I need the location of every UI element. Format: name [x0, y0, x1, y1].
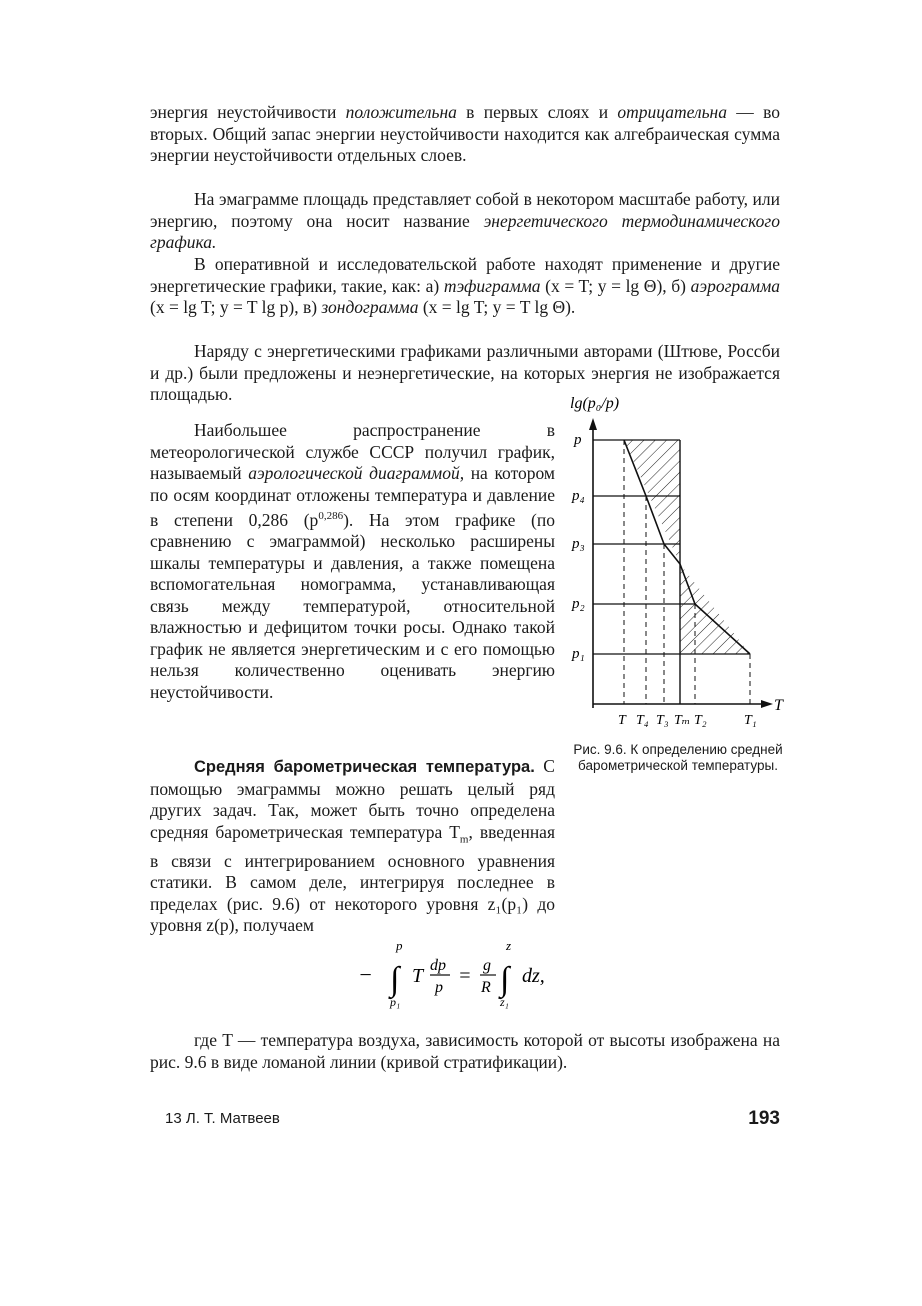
italic-term: аэрологической диаграммой,	[248, 463, 465, 483]
text: (x = lg T; y = T lg p), в)	[150, 297, 322, 317]
italic-term: тэфиграмма	[443, 275, 541, 296]
figure-9-6	[560, 388, 800, 728]
integral-sign-left: ∫	[390, 961, 400, 998]
x-mark-T: T	[618, 713, 626, 728]
lower-limit-right: z₁	[500, 995, 509, 1009]
subscript: m	[459, 833, 469, 845]
minus-sign: −	[358, 962, 373, 987]
dz-term: dz,	[522, 965, 545, 987]
x-mark-T1: T₁	[744, 713, 757, 728]
text: — во вторых. Общий запас энергии неустойчивости находится как алгебраическая сумма энергии неустойчивости отдельных слоев.	[150, 102, 780, 165]
x-mark-T2: T₂	[694, 713, 707, 728]
temperature-symbol: T	[412, 965, 424, 987]
paragraph-temperature-definition	[150, 1030, 780, 1073]
upper-limit-left: p	[396, 940, 403, 953]
upper-limit-right: z	[506, 940, 512, 953]
x-axis-label: T	[774, 697, 783, 714]
text: На эмаграмме площадь представляет собой в некотором масштабе работу, или энергию, поэтому она носит название	[150, 189, 780, 231]
paragraph-aerological-diagram	[150, 420, 555, 703]
italic-term: положительна	[345, 102, 457, 122]
text: ). На этом графике (по сравнению с эмаграммой) несколько расширены шкалы температуры и давления, а также помещена вспомогательная номограмма, устанавливающая связь между температурой, относительной влажностью и дефицитом точки росы. Однако такой график не является энергетическим и с его помощью нельзя количественно оценивать энергию неустойчивости.	[150, 509, 555, 702]
text: в первых слоях и	[456, 102, 618, 122]
y-axis-label: lg(p₀/p)	[570, 395, 620, 412]
lower-limit-left: p₁	[390, 995, 401, 1009]
fraction-denominator-right: R	[481, 979, 491, 996]
x-mark-T4: T₄	[636, 713, 649, 728]
integral-sign-right: ∫	[500, 961, 510, 998]
italic-term: энергетического термодинамического графика.	[150, 210, 780, 252]
level-label-p3: p₃	[572, 536, 585, 552]
x-mark-Tm: Tₘ	[674, 713, 691, 728]
paragraph-mean-temperature	[150, 756, 555, 937]
level-label-p1: p₁	[572, 646, 585, 662]
text: Наибольшее распространение в метеорологической службе СССР получил график, называемый	[150, 420, 555, 483]
paragraph-emagram-area	[150, 189, 780, 254]
paragraph-energy-sign	[150, 102, 780, 167]
text: (x = lg T; y = T lg Θ).	[418, 297, 576, 317]
page-footer	[165, 1108, 780, 1134]
italic-term: зондограмма	[321, 297, 419, 317]
text: Наряду с энергетическими графиками различными авторами (Штюве, Россби и др.) были предложены и неэнергетические, на которых энергия не изображается площадью.	[150, 341, 780, 404]
text: С помощью эмаграммы можно решать целый ряд других задач. Так, может быть точно определена средняя барометрическая температура T	[150, 756, 555, 842]
text: где T — температура воздуха, зависимость которой от высоты изображена на рис. 9.6 в виде ломаной линии (кривой стратификации).	[150, 1030, 780, 1072]
printer-signature: 13 Л. Т. Матвеев	[165, 1110, 280, 1127]
x-mark-T3: T₃	[656, 713, 669, 728]
text: (x = T; y = lg Θ), б)	[540, 275, 691, 296]
text: В оперативной и исследовательской работе находят применение и другие энергетические графики, такие, как: а)	[150, 254, 780, 296]
fraction-numerator-right: g	[483, 957, 491, 974]
text: , введенная в связи с интегрированием основного уравнения статики. В самом деле, интегрируя последнее в пределах (рис. 9.6) от некоторого уровня z₁(p₁) до уровня z(p), получаем	[150, 821, 555, 935]
hatched-area-lower	[680, 564, 750, 654]
text: на котором по осям координат отложены температура и давление в степени 0,286 (p	[150, 463, 555, 530]
fraction-numerator-left: dp	[430, 957, 446, 974]
text: энергия неустойчивости	[150, 102, 346, 122]
figure-caption: Рис. 9.6. К определению средней барометрической температуры.	[573, 742, 783, 773]
italic-term: аэрограмма	[690, 275, 780, 296]
paragraph-other-graphs	[150, 254, 780, 319]
exponent: 0,286	[318, 510, 344, 522]
fraction-denominator-left: p	[435, 979, 443, 996]
hatched-area-upper	[624, 440, 680, 564]
y-axis-arrow	[589, 418, 597, 430]
equals-sign: =	[458, 965, 472, 987]
integral-formula	[350, 940, 610, 1010]
x-axis-arrow	[761, 700, 773, 708]
level-label-p2: p₂	[572, 596, 585, 612]
page-number: 193	[748, 1108, 780, 1129]
section-heading: Средняя барометрическая температура.	[194, 758, 535, 776]
level-label-p: p	[574, 432, 582, 448]
level-label-p4: p₄	[572, 488, 585, 504]
italic-term: отрицательна	[617, 102, 727, 122]
